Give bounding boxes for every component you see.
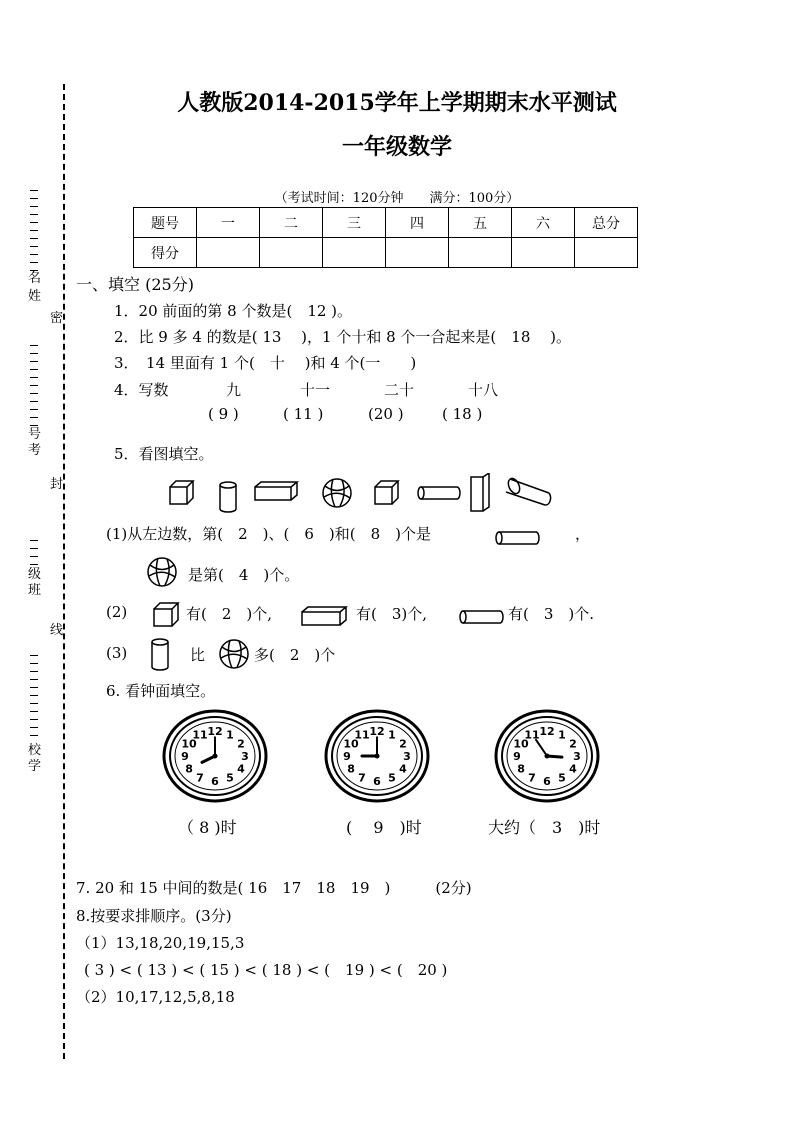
clock-number: 5 [226,771,234,785]
tall-cuboid-icon [471,473,489,511]
exam-info: （考试时间：120分钟 满分：100分） [274,191,520,206]
clock-number: 1 [558,728,566,742]
clock-number: 3 [403,750,411,763]
ball-icon [146,556,178,588]
score-table [133,207,638,268]
table-cell: 四 [386,208,449,238]
clock-number: 7 [196,771,204,785]
question-6: 6. 看钟面填空。 [106,682,216,700]
score-input-cell[interactable] [386,238,449,268]
clock-number: 9 [343,750,351,763]
q4-word: 十一 [300,381,331,399]
table-row [134,208,638,238]
clock-3-icon [494,708,600,804]
binding-dash [30,425,38,426]
clock-number: 6 [373,775,381,788]
binding-dash [30,540,38,541]
table-cell: 题号 [134,208,197,238]
clock-number: 10 [513,737,529,751]
clock-number: 12 [369,725,385,738]
cube-icon [152,600,182,628]
q4-word: 九 [226,381,242,399]
clock-number: 5 [388,771,396,785]
binding-dash [30,655,38,656]
binding-dash [30,663,38,664]
clock-number: 4 [569,762,577,776]
binding-char: 号 [28,427,42,442]
binding-char: 班 [28,583,42,598]
binding-dash [30,409,38,410]
clock-number: 10 [181,737,197,751]
binding-dash [30,222,38,223]
binding-char: 姓 [28,289,42,304]
question-5: 5．看图填空。 [114,445,214,463]
comma: ， [575,525,591,543]
cuboid-icon [300,604,348,628]
q4-answer: ( 11 ) [283,405,324,423]
binding-dash [30,564,38,565]
question-8-2: （2）10,17,12,5,8,18 [76,988,235,1006]
score-input-cell[interactable] [575,238,638,268]
binding-dash [30,385,38,386]
clock-answer: ( 9 )时 [346,818,422,837]
q4-answer: ( 18 ) [442,405,483,423]
table-cell: 得分 [134,238,197,268]
shapes-row [165,473,555,513]
cube-icon [375,481,398,504]
q5-3-bi: 比 [190,646,206,664]
binding-dash [30,238,38,239]
ball-icon [323,479,351,507]
clock-number: 12 [539,725,555,738]
clock-number: 11 [192,728,208,742]
clock-number: 2 [569,737,577,751]
question-1: 1．20 前面的第 8 个数是( 12 )。 [114,302,353,320]
table-cell: 六 [512,208,575,238]
binding-dash [30,254,38,255]
question-8: 8.按要求排顺序。(3分) [76,907,232,925]
binding-dash [30,695,38,696]
clock-number: 5 [558,771,566,785]
page-subtitle: 一年级数学 [341,134,452,160]
question-8-1-answer: ( 3 ) < ( 13 ) < ( 15 ) < ( 18 ) < ( 19 ) < ( 20 ) [84,961,448,979]
binding-dash [30,401,38,402]
cylinder-tilted-icon [506,477,551,505]
q4-word: 十八 [468,381,499,399]
question-5-1a: (1)从左边数，第( 2 )、( 6 )和( 8 )个是 [106,525,431,543]
score-input-cell[interactable] [323,238,386,268]
cylinder-lying-icon [418,487,460,499]
binding-dash [30,214,38,215]
binding-dashed-line [63,84,65,1059]
clock-9-icon [324,708,430,804]
clock-answer: 大约（ 3 )时 [488,818,601,837]
binding-dash [30,353,38,354]
score-input-cell[interactable] [449,238,512,268]
clock-number: 11 [354,728,370,742]
score-input-cell[interactable] [512,238,575,268]
clock-8-icon [162,708,268,804]
section-heading: 一、填空 (25分) [76,275,194,294]
binding-dash [30,393,38,394]
clock-number: 4 [237,762,245,776]
clock-number: 6 [211,775,219,788]
clock-number: 3 [241,750,249,763]
question-3: 3． 14 里面有 1 个( 十 )和 4 个(一 ) [114,354,417,372]
question-8-1: （1）13,18,20,19,15,3 [76,934,245,952]
clock-number: 2 [399,737,407,751]
q5-3-label: (3) [106,644,128,662]
clock-answer: （ 8 )时 [178,818,237,837]
binding-char: 考 [28,443,42,458]
binding-char: 线 [50,623,64,638]
clock-number: 9 [513,750,521,763]
clock-number: 7 [358,771,366,785]
question-2: 2．比 9 多 4 的数是( 13 )，1 个十和 8 个一合起来是( 18 )。 [114,328,571,346]
clock-number: 9 [181,750,189,763]
clock-number: 8 [347,762,355,776]
binding-char: 级 [28,567,42,582]
binding-dash [30,735,38,736]
q5-2c: 有( 3 )个. [508,605,595,623]
q4-word: 二十 [384,381,415,399]
binding-char: 校 [28,743,42,758]
question-7: 7. 20 和 15 中间的数是( 16 17 18 19 ) (2分) [76,879,472,897]
q5-3-rest: 多( 2 )个 [254,646,336,664]
clock-number: 2 [237,737,245,751]
binding-dash [30,556,38,557]
binding-char: 封 [50,477,64,492]
cylinder-lying-icon [458,608,506,626]
clock-number: 3 [573,750,581,763]
binding-dash [30,262,38,263]
ball-icon [218,638,250,670]
q4-answer: (20 ) [368,405,404,423]
binding-char: 密 [50,311,64,326]
clock-number: 8 [185,762,193,776]
binding-dash [30,671,38,672]
q5-2a: 有( 2 )个, [186,605,273,623]
table-cell: 一 [197,208,260,238]
q5-2-label: (2) [106,603,128,621]
cylinder-icon [220,482,236,512]
clock-number: 4 [399,762,407,776]
q5-2b: 有( 3)个, [356,605,428,623]
cuboid-icon [255,482,297,500]
score-input-cell[interactable] [260,238,323,268]
binding-dash [30,703,38,704]
binding-dash [30,687,38,688]
table-cell: 五 [449,208,512,238]
binding-dash [30,206,38,207]
score-input-cell[interactable] [197,238,260,268]
clock-number: 1 [388,728,396,742]
clock-number: 8 [517,762,525,776]
binding-dash [30,246,38,247]
binding-dash [30,727,38,728]
binding-dash [30,369,38,370]
binding-dash [30,345,38,346]
q4-answer: ( 9 ) [208,405,239,423]
question-4-label: 4．写数 [114,381,169,399]
page-title: 人教版2014-2015学年上学期期末水平测试 [177,90,617,116]
binding-dash [30,711,38,712]
clock-number: 10 [343,737,359,751]
binding-dash [30,361,38,362]
table-cell: 总分 [575,208,638,238]
table-row [134,238,638,268]
clock-number: 6 [543,775,551,788]
binding-dash [30,679,38,680]
clock-number: 12 [207,725,223,738]
cube-icon [170,481,193,504]
clock-number: 1 [226,728,234,742]
binding-dash [30,377,38,378]
question-5-1b: 是第( 4 )个。 [188,566,300,584]
binding-dash [30,548,38,549]
table-cell: 二 [260,208,323,238]
table-cell: 三 [323,208,386,238]
binding-dash [30,719,38,720]
binding-dash [30,270,38,271]
cylinder-icon [150,637,170,673]
binding-dash [30,417,38,418]
binding-dash [30,230,38,231]
clock-number: 7 [528,771,536,785]
binding-char: 名 [28,271,42,286]
clock-number: 11 [524,728,540,742]
binding-char: 学 [28,759,42,774]
cylinder-lying-icon [494,529,542,547]
